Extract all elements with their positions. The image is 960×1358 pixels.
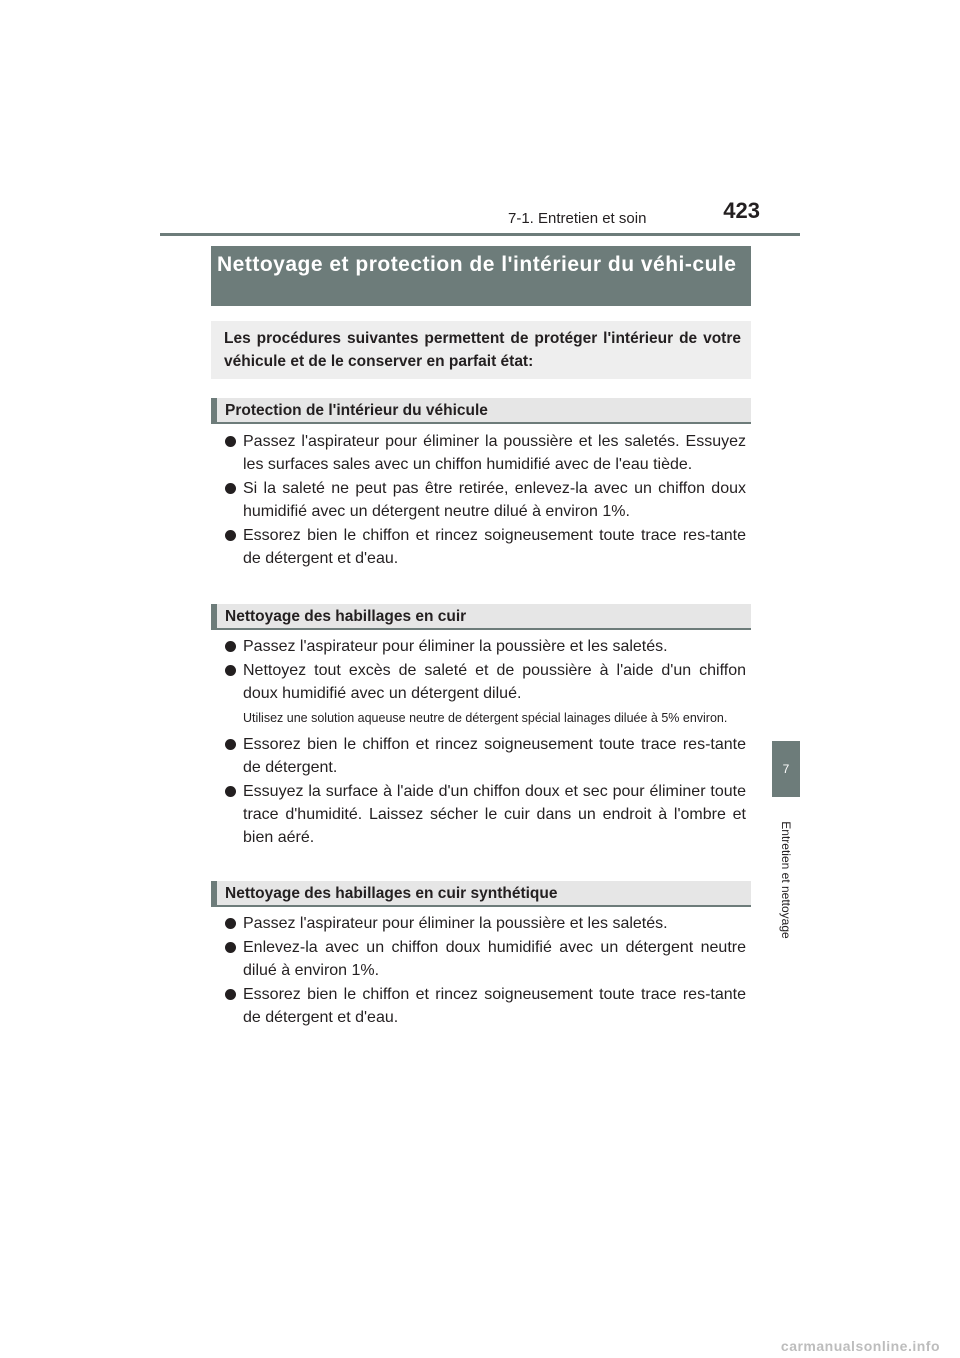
list-item (225, 780, 746, 849)
bullet-list-synthetic-leather (225, 912, 746, 1030)
bullet-list-protection (225, 430, 746, 571)
watermark: carmanualsonline.info (780, 1338, 940, 1354)
bullet-icon (225, 786, 236, 797)
page-title: Nettoyage et protection de l'intérieur du véhi-cule (211, 246, 751, 306)
bullet-icon (225, 530, 236, 541)
bullet-list-leather (225, 635, 746, 850)
list-item (225, 983, 746, 1029)
bullet-text: Essorez bien le chiffon et rincez soigneusement toute trace res-tante de détergent et d'eau. (243, 527, 746, 567)
section-heading-leather: Nettoyage des habillages en cuir (211, 604, 751, 630)
chapter-tab-number: 7 (772, 741, 800, 797)
note-text: Utilisez une solution aqueuse neutre de détergent spécial lainages diluée à 5% environ. (243, 711, 728, 725)
bullet-text: Si la saleté ne peut pas être retirée, enlevez-la avec un chiffon doux humidifié avec un détergent neutre dilué à environ 1%. (243, 480, 746, 520)
section-heading-synthetic-leather: Nettoyage des habillages en cuir synthétique (211, 881, 751, 907)
bullet-text: Essorez bien le chiffon et rincez soigneusement toute trace res-tante de détergent et d'eau. (243, 986, 746, 1026)
intro-paragraph: Les procédures suivantes permettent de protéger l'intérieur de votre véhicule et de le conserver en parfait état: (211, 321, 751, 379)
list-item (225, 635, 746, 658)
list-item (225, 477, 746, 523)
bullet-icon (225, 641, 236, 652)
bullet-icon (225, 483, 236, 494)
bullet-icon (225, 665, 236, 676)
bullet-text: Nettoyez tout excès de saleté et de poussière à l'aide d'un chiffon doux humidifié avec un détergent dilué. (243, 662, 746, 702)
chapter-tab-title: Entretien et nettoyage (779, 821, 793, 939)
header-rule (160, 233, 800, 236)
bullet-text: Passez l'aspirateur pour éliminer la poussière et les saletés. (243, 638, 668, 655)
bullet-text: Passez l'aspirateur pour éliminer la poussière et les saletés. Essuyez les surfaces sales avec un chiffon humidifié avec de l'eau tiède. (243, 433, 746, 473)
page-number: 423 (723, 198, 760, 223)
bullet-text: Essuyez la surface à l'aide d'un chiffon doux et sec pour éliminer toute trace d'humidité. Laissez sécher le cuir dans un endroit à l'ombre et bien aéré. (243, 783, 746, 846)
list-item (225, 524, 746, 570)
section-reference: 7-1. Entretien et soin (508, 210, 647, 227)
bullet-icon (225, 436, 236, 447)
bullet-text: Enlevez-la avec un chiffon doux humidifié avec un détergent neutre dilué à environ 1%. (243, 939, 746, 979)
list-item (225, 936, 746, 982)
bullet-icon (225, 918, 236, 929)
list-item (225, 430, 746, 476)
bullet-text: Passez l'aspirateur pour éliminer la poussière et les saletés. (243, 915, 668, 932)
chapter-tab-label (772, 800, 800, 960)
bullet-icon (225, 739, 236, 750)
list-item (225, 912, 746, 935)
bullet-icon (225, 989, 236, 1000)
bullet-icon (225, 942, 236, 953)
bullet-text: Essorez bien le chiffon et rincez soigneusement toute trace res-tante de détergent. (243, 736, 746, 776)
list-item (225, 659, 746, 705)
list-item (225, 733, 746, 779)
section-heading-protection: Protection de l'intérieur du véhicule (211, 398, 751, 424)
